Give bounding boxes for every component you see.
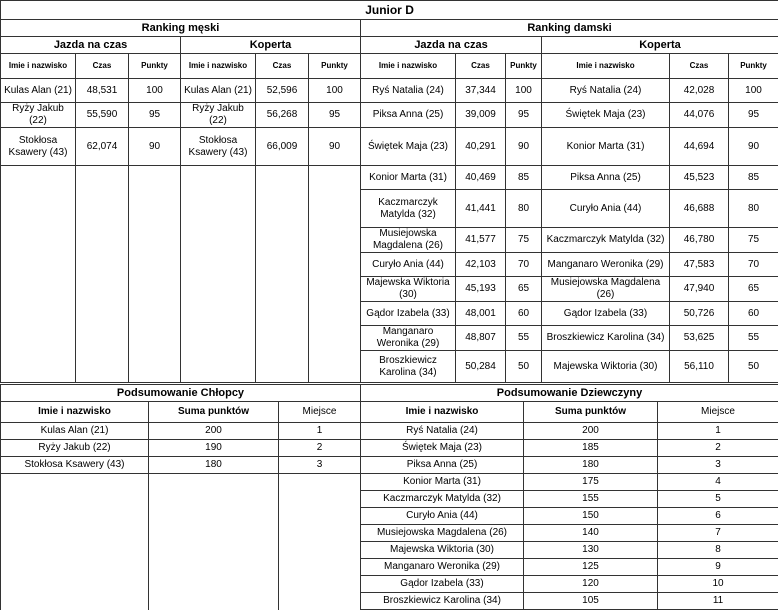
table-row xyxy=(1,326,778,351)
empty-cell xyxy=(181,166,256,190)
summary-girls-name-cell: Świętek Maja (23) xyxy=(361,440,524,457)
empty-cell xyxy=(1,576,149,593)
summary-girls-sum-cell: 180 xyxy=(524,457,658,474)
female-jazda-time-cell: 37,344 xyxy=(456,79,506,103)
male-jazda-name-cell: Stokłosa Ksawery (43) xyxy=(1,128,76,166)
female-koperta-points-cell: 90 xyxy=(729,128,778,166)
summary-girls-sum-cell: 155 xyxy=(524,491,658,508)
summary-girls-place-cell: 2 xyxy=(658,440,778,457)
empty-cell xyxy=(1,277,76,302)
empty-cell xyxy=(76,228,129,253)
empty-cell xyxy=(1,166,76,190)
female-koperta-time-cell: 45,523 xyxy=(670,166,729,190)
summary-girls-name-cell: Curyło Ania (44) xyxy=(361,508,524,525)
column-header: Imie i nazwisko xyxy=(1,402,149,423)
female-koperta-name-cell: Konior Marta (31) xyxy=(542,128,670,166)
male-jazda-time-cell: 48,531 xyxy=(76,79,129,103)
summary-boys-sum-cell: 180 xyxy=(149,457,279,474)
empty-cell xyxy=(309,166,361,190)
empty-cell xyxy=(76,190,129,228)
empty-cell xyxy=(279,542,361,559)
summary-girls-name-cell: Kaczmarczyk Matylda (32) xyxy=(361,491,524,508)
male-koperta-name-cell: Kulas Alan (21) xyxy=(181,79,256,103)
empty-cell xyxy=(181,228,256,253)
table-row xyxy=(1,166,778,190)
empty-cell xyxy=(279,593,361,610)
female-koperta-name-cell: Kaczmarczyk Matylda (32) xyxy=(542,228,670,253)
column-header: Czas xyxy=(256,54,309,79)
table-row xyxy=(1,457,778,474)
female-jazda-points-cell: 60 xyxy=(506,302,542,326)
table-row xyxy=(1,559,778,576)
empty-cell xyxy=(256,190,309,228)
summary-girls-place-cell: 4 xyxy=(658,474,778,491)
empty-cell xyxy=(181,253,256,277)
female-koperta-points-cell: 65 xyxy=(729,277,778,302)
summary-girls-sum-cell: 150 xyxy=(524,508,658,525)
female-jazda-points-cell: 50 xyxy=(506,351,542,383)
female-koperta-name-cell: Świętek Maja (23) xyxy=(542,103,670,128)
summary-girls-place-cell: 1 xyxy=(658,423,778,440)
column-header: Suma punktów xyxy=(149,402,279,423)
summary-girls-name-cell: Majewska Wiktoria (30) xyxy=(361,542,524,559)
female-koperta-points-cell: 60 xyxy=(729,302,778,326)
male-koperta-points-cell: 95 xyxy=(309,103,361,128)
female-koperta-name-cell: Musiejowska Magdalena (26) xyxy=(542,277,670,302)
summary-girls-sum-cell: 185 xyxy=(524,440,658,457)
female-jazda-points-cell: 80 xyxy=(506,190,542,228)
empty-cell xyxy=(309,302,361,326)
female-koperta-time-cell: 47,583 xyxy=(670,253,729,277)
empty-cell xyxy=(1,542,149,559)
female-koperta-points-cell: 50 xyxy=(729,351,778,383)
male-jazda-name-cell: Kulas Alan (21) xyxy=(1,79,76,103)
empty-cell xyxy=(309,190,361,228)
table-row xyxy=(1,423,778,440)
ranking-male-header: Ranking męski xyxy=(1,20,361,37)
table-row xyxy=(1,508,778,525)
empty-cell xyxy=(279,474,361,491)
column-header: Punkty xyxy=(309,54,361,79)
table-row xyxy=(1,128,778,166)
male-jazda-time-cell: 62,074 xyxy=(76,128,129,166)
empty-cell xyxy=(309,326,361,351)
female-koperta-time-cell: 44,694 xyxy=(670,128,729,166)
empty-cell xyxy=(149,525,279,542)
summary-girls-place-cell: 10 xyxy=(658,576,778,593)
empty-cell xyxy=(149,474,279,491)
table-row xyxy=(1,525,778,542)
empty-cell xyxy=(279,525,361,542)
empty-cell xyxy=(1,190,76,228)
female-koperta-name-cell: Ryś Natalia (24) xyxy=(542,79,670,103)
female-koperta-time-cell: 46,780 xyxy=(670,228,729,253)
summary-girls-header: Podsumowanie Dziewczyny xyxy=(361,385,778,402)
female-koperta-points-cell: 75 xyxy=(729,228,778,253)
female-jazda-points-cell: 90 xyxy=(506,128,542,166)
empty-cell xyxy=(309,277,361,302)
empty-cell xyxy=(256,228,309,253)
summary-girls-place-cell: 11 xyxy=(658,593,778,610)
table-row xyxy=(1,474,778,491)
empty-cell xyxy=(1,508,149,525)
empty-cell xyxy=(1,326,76,351)
table-row xyxy=(1,103,778,128)
male-jazda-header: Jazda na czas xyxy=(1,37,181,54)
empty-cell xyxy=(149,491,279,508)
column-header: Imie i nazwisko xyxy=(361,402,524,423)
column-header: Imie i nazwisko xyxy=(361,54,456,79)
table-row xyxy=(1,593,778,610)
female-jazda-name-cell: Curyło Ania (44) xyxy=(361,253,456,277)
female-jazda-time-cell: 48,001 xyxy=(456,302,506,326)
summary-girls-place-cell: 8 xyxy=(658,542,778,559)
summary-girls-sum-cell: 120 xyxy=(524,576,658,593)
female-jazda-header: Jazda na czas xyxy=(361,37,542,54)
empty-cell xyxy=(129,190,181,228)
table-row xyxy=(1,491,778,508)
empty-cell xyxy=(76,277,129,302)
summary-boys-place-cell: 2 xyxy=(279,440,361,457)
summary-boys-sum-cell: 200 xyxy=(149,423,279,440)
empty-cell xyxy=(279,508,361,525)
column-header: Miejsce xyxy=(658,402,778,423)
empty-cell xyxy=(1,491,149,508)
female-jazda-points-cell: 85 xyxy=(506,166,542,190)
empty-cell xyxy=(149,593,279,610)
female-koperta-name-cell: Curyło Ania (44) xyxy=(542,190,670,228)
column-header: Punkty xyxy=(129,54,181,79)
female-jazda-time-cell: 48,807 xyxy=(456,326,506,351)
column-header: Miejsce xyxy=(279,402,361,423)
empty-cell xyxy=(309,351,361,383)
female-koperta-points-cell: 100 xyxy=(729,79,778,103)
empty-cell xyxy=(129,166,181,190)
table-row xyxy=(1,253,778,277)
table-row xyxy=(1,79,778,103)
empty-cell xyxy=(279,491,361,508)
empty-cell xyxy=(256,166,309,190)
female-koperta-header: Koperta xyxy=(542,37,778,54)
sheet-title: Junior D xyxy=(1,1,778,20)
column-header: Punkty xyxy=(506,54,542,79)
summary-girls-sum-cell: 130 xyxy=(524,542,658,559)
empty-cell xyxy=(129,326,181,351)
empty-cell xyxy=(1,351,76,383)
empty-cell xyxy=(76,326,129,351)
male-jazda-points-cell: 95 xyxy=(129,103,181,128)
male-koperta-name-cell: Stokłosa Ksawery (43) xyxy=(181,128,256,166)
female-koperta-time-cell: 44,076 xyxy=(670,103,729,128)
table-row xyxy=(1,190,778,228)
summary-girls-name-cell: Konior Marta (31) xyxy=(361,474,524,491)
empty-cell xyxy=(149,542,279,559)
male-jazda-points-cell: 100 xyxy=(129,79,181,103)
female-jazda-time-cell: 39,009 xyxy=(456,103,506,128)
empty-cell xyxy=(149,508,279,525)
empty-cell xyxy=(1,474,149,491)
empty-cell xyxy=(1,525,149,542)
table-row xyxy=(1,440,778,457)
ranking-female-header: Ranking damski xyxy=(361,20,778,37)
female-jazda-name-cell: Konior Marta (31) xyxy=(361,166,456,190)
female-koperta-name-cell: Broszkiewicz Karolina (34) xyxy=(542,326,670,351)
column-header: Imie i nazwisko xyxy=(181,54,256,79)
female-koperta-time-cell: 47,940 xyxy=(670,277,729,302)
empty-cell xyxy=(181,277,256,302)
summary-girls-name-cell: Manganaro Weronika (29) xyxy=(361,559,524,576)
female-jazda-time-cell: 40,291 xyxy=(456,128,506,166)
column-header: Imie i nazwisko xyxy=(542,54,670,79)
summary-boys-header: Podsumowanie Chłopcy xyxy=(1,385,361,402)
empty-cell xyxy=(181,326,256,351)
empty-cell xyxy=(181,190,256,228)
male-koperta-points-cell: 90 xyxy=(309,128,361,166)
summary-girls-name-cell: Gądor Izabela (33) xyxy=(361,576,524,593)
column-header: Punkty xyxy=(729,54,778,79)
female-koperta-name-cell: Manganaro Weronika (29) xyxy=(542,253,670,277)
empty-cell xyxy=(129,351,181,383)
empty-cell xyxy=(309,253,361,277)
empty-cell xyxy=(309,228,361,253)
female-jazda-time-cell: 45,193 xyxy=(456,277,506,302)
summary-boys-name-cell: Ryży Jakub (22) xyxy=(1,440,149,457)
female-jazda-points-cell: 95 xyxy=(506,103,542,128)
male-koperta-time-cell: 66,009 xyxy=(256,128,309,166)
female-jazda-points-cell: 75 xyxy=(506,228,542,253)
summary-girls-name-cell: Ryś Natalia (24) xyxy=(361,423,524,440)
summary-girls-place-cell: 9 xyxy=(658,559,778,576)
empty-cell xyxy=(129,302,181,326)
column-header: Czas xyxy=(456,54,506,79)
female-jazda-name-cell: Gądor Izabela (33) xyxy=(361,302,456,326)
summary-boys-name-cell: Stokłosa Ksawery (43) xyxy=(1,457,149,474)
summary-girls-place-cell: 3 xyxy=(658,457,778,474)
summary-girls-sum-cell: 105 xyxy=(524,593,658,610)
empty-cell xyxy=(256,326,309,351)
summary-girls-sum-cell: 125 xyxy=(524,559,658,576)
empty-cell xyxy=(76,351,129,383)
female-koperta-name-cell: Gądor Izabela (33) xyxy=(542,302,670,326)
summary-girls-name-cell: Musiejowska Magdalena (26) xyxy=(361,525,524,542)
summary-girls-sum-cell: 140 xyxy=(524,525,658,542)
empty-cell xyxy=(181,302,256,326)
empty-cell xyxy=(129,253,181,277)
male-jazda-time-cell: 55,590 xyxy=(76,103,129,128)
empty-cell xyxy=(1,302,76,326)
male-koperta-time-cell: 52,596 xyxy=(256,79,309,103)
empty-cell xyxy=(256,253,309,277)
female-koperta-time-cell: 42,028 xyxy=(670,79,729,103)
empty-cell xyxy=(279,559,361,576)
male-jazda-name-cell: Ryży Jakub (22) xyxy=(1,103,76,128)
table-row xyxy=(1,542,778,559)
male-koperta-name-cell: Ryży Jakub (22) xyxy=(181,103,256,128)
empty-cell xyxy=(129,277,181,302)
empty-cell xyxy=(76,253,129,277)
summary-girls-place-cell: 7 xyxy=(658,525,778,542)
empty-cell xyxy=(149,559,279,576)
female-jazda-name-cell: Majewska Wiktoria (30) xyxy=(361,277,456,302)
female-koperta-time-cell: 50,726 xyxy=(670,302,729,326)
female-jazda-name-cell: Świętek Maja (23) xyxy=(361,128,456,166)
female-jazda-time-cell: 41,441 xyxy=(456,190,506,228)
column-header: Imie i nazwisko xyxy=(1,54,76,79)
table-row xyxy=(1,277,778,302)
empty-cell xyxy=(181,351,256,383)
female-koperta-time-cell: 56,110 xyxy=(670,351,729,383)
summary-boys-place-cell: 3 xyxy=(279,457,361,474)
male-koperta-header: Koperta xyxy=(181,37,361,54)
empty-cell xyxy=(149,576,279,593)
female-koperta-points-cell: 95 xyxy=(729,103,778,128)
female-koperta-points-cell: 70 xyxy=(729,253,778,277)
empty-cell xyxy=(279,576,361,593)
female-jazda-name-cell: Ryś Natalia (24) xyxy=(361,79,456,103)
empty-cell xyxy=(1,593,149,610)
female-jazda-name-cell: Musiejowska Magdalena (26) xyxy=(361,228,456,253)
summary-girls-place-cell: 6 xyxy=(658,508,778,525)
female-jazda-name-cell: Manganaro Weronika (29) xyxy=(361,326,456,351)
empty-cell xyxy=(1,253,76,277)
summary-girls-name-cell: Piksa Anna (25) xyxy=(361,457,524,474)
male-koperta-points-cell: 100 xyxy=(309,79,361,103)
female-jazda-name-cell: Piksa Anna (25) xyxy=(361,103,456,128)
female-koperta-name-cell: Majewska Wiktoria (30) xyxy=(542,351,670,383)
column-header: Suma punktów xyxy=(524,402,658,423)
empty-cell xyxy=(76,166,129,190)
summary-boys-name-cell: Kulas Alan (21) xyxy=(1,423,149,440)
female-jazda-time-cell: 50,284 xyxy=(456,351,506,383)
female-koperta-points-cell: 80 xyxy=(729,190,778,228)
female-jazda-time-cell: 40,469 xyxy=(456,166,506,190)
female-jazda-time-cell: 41,577 xyxy=(456,228,506,253)
female-jazda-name-cell: Kaczmarczyk Matylda (32) xyxy=(361,190,456,228)
female-jazda-points-cell: 55 xyxy=(506,326,542,351)
empty-cell xyxy=(76,302,129,326)
empty-cell xyxy=(1,559,149,576)
summary-boys-sum-cell: 190 xyxy=(149,440,279,457)
summary-girls-sum-cell: 175 xyxy=(524,474,658,491)
table-row xyxy=(1,302,778,326)
female-jazda-name-cell: Broszkiewicz Karolina (34) xyxy=(361,351,456,383)
summary-girls-place-cell: 5 xyxy=(658,491,778,508)
female-jazda-time-cell: 42,103 xyxy=(456,253,506,277)
female-koperta-name-cell: Piksa Anna (25) xyxy=(542,166,670,190)
empty-cell xyxy=(129,228,181,253)
male-jazda-points-cell: 90 xyxy=(129,128,181,166)
summary-girls-sum-cell: 200 xyxy=(524,423,658,440)
female-jazda-points-cell: 70 xyxy=(506,253,542,277)
female-koperta-points-cell: 55 xyxy=(729,326,778,351)
empty-cell xyxy=(256,302,309,326)
table-row xyxy=(1,228,778,253)
summary-girls-name-cell: Broszkiewicz Karolina (34) xyxy=(361,593,524,610)
female-koperta-points-cell: 85 xyxy=(729,166,778,190)
female-koperta-time-cell: 53,625 xyxy=(670,326,729,351)
female-jazda-points-cell: 65 xyxy=(506,277,542,302)
summary-table xyxy=(0,384,778,610)
empty-cell xyxy=(256,277,309,302)
column-header: Czas xyxy=(670,54,729,79)
table-row xyxy=(1,576,778,593)
empty-cell xyxy=(1,228,76,253)
summary-boys-place-cell: 1 xyxy=(279,423,361,440)
male-koperta-time-cell: 56,268 xyxy=(256,103,309,128)
female-koperta-time-cell: 46,688 xyxy=(670,190,729,228)
table-row xyxy=(1,351,778,383)
empty-cell xyxy=(256,351,309,383)
female-jazda-points-cell: 100 xyxy=(506,79,542,103)
column-header: Czas xyxy=(76,54,129,79)
